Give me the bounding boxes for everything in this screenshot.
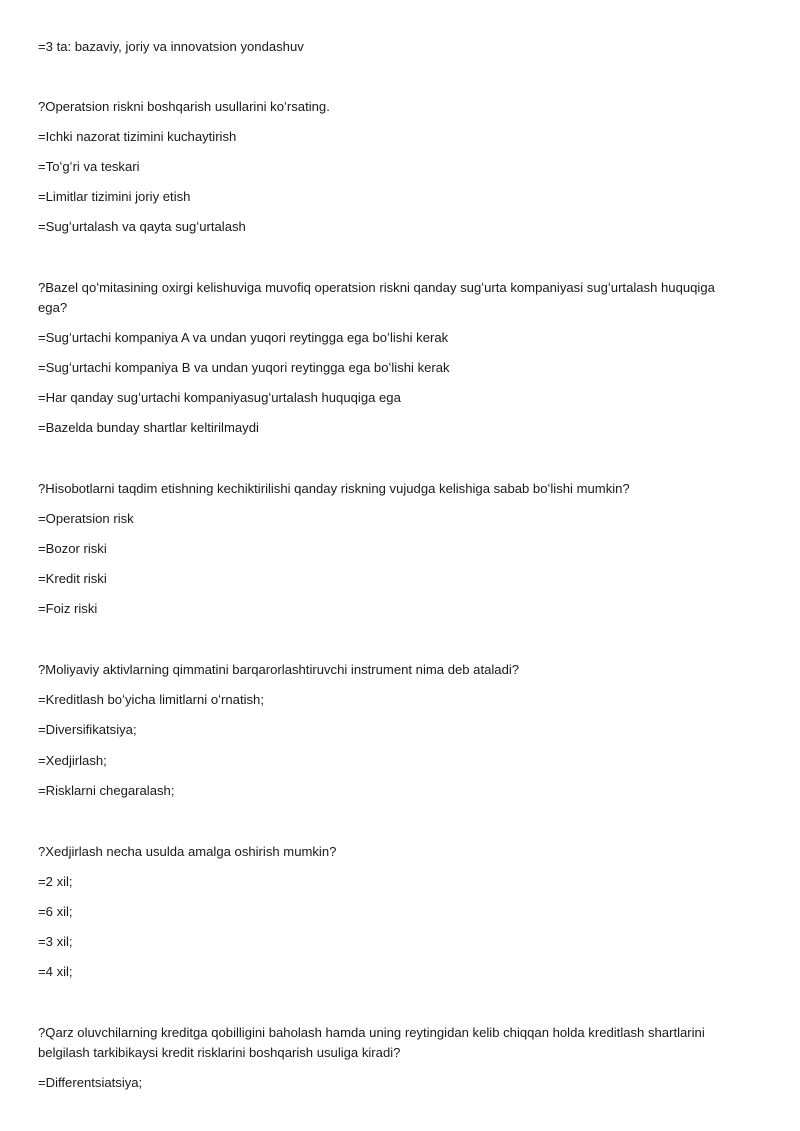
answer-option: =Kredit riski [38, 571, 107, 586]
question-text: ?Hisobotlarni taqdim etishning kechiktirilishi qanday riskning vujudga kelishiga sabab boʻlishi mumkin? [38, 481, 630, 496]
answer-option: =Bozor riski [38, 541, 107, 556]
answer-option: =6 xil; [38, 904, 73, 919]
question-text: ?Moliyaviy aktivlarning qimmatini barqarorlashtiruvchi instrument nima deb ataladi? [38, 662, 520, 677]
answer-option: =Diversifikatsiya; [38, 722, 137, 737]
answer-option: =Kreditlash boʻyicha limitlarni oʻrnatish; [38, 692, 264, 707]
answer-option: =Operatsion risk [38, 511, 134, 526]
answer-option: =Toʻgʻri va teskari [38, 159, 140, 174]
answer-option: =Har qanday sugʻurtachi kompaniyasugʻurtalash huquqiga ega [38, 390, 401, 405]
question-text: ?Xedjirlash necha usulda amalga oshirish mumkin? [38, 844, 337, 859]
answer-option: =Ichki nazorat tizimini kuchaytirish [38, 129, 237, 144]
answer-option: =4 xil; [38, 964, 73, 979]
question-text: ?Bazel qoʻmitasining oxirgi kelishuviga muvofiq operatsion riskni qanday sugʻurta kompaniyasi sugʻurtalash huquqiga ega? [38, 280, 715, 315]
answer-option: =Sugʻurtachi kompaniya B va undan yuqori reytingga ega boʻlishi kerak [38, 360, 450, 375]
answer-option: =3 xil; [38, 934, 73, 949]
answer-option: =Foiz riski [38, 601, 98, 616]
answer-option: =Xedjirlash; [38, 753, 107, 768]
answer-option: =Limitlar tizimini joriy etish [38, 189, 191, 204]
answer-option: =Sugʻurtachi kompaniya A va undan yuqori reytingga ega boʻlishi kerak [38, 330, 449, 345]
answer-option: =Bazelda bunday shartlar keltirilmaydi [38, 420, 259, 435]
intro-line: =3 ta: bazaviy, joriy va innovatsion yondashuv [38, 39, 304, 54]
answer-option: =Sugʻurtalash va qayta sugʻurtalash [38, 219, 246, 234]
answer-option: =Differentsiatsiya; [38, 1075, 143, 1090]
question-text: ?Qarz oluvchilarning kreditga qobilligini baholash hamda uning reytingidan kelib chiqqan holda kreditlash shartlarini belgilash tarkibikaysi kredit risklarini boshqarish usuliga kiradi? [38, 1025, 705, 1060]
answer-option: =Risklarni chegaralash; [38, 783, 175, 798]
question-text: ?Operatsion riskni boshqarish usullarini koʻrsating. [38, 99, 330, 114]
answer-option: =2 xil; [38, 874, 73, 889]
